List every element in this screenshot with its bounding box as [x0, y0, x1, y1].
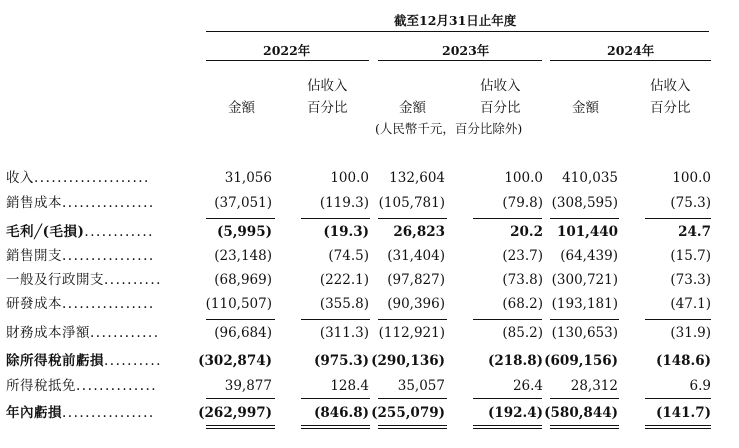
table-cell: (90,396): [387, 296, 445, 312]
table-cell: 410,035: [562, 170, 618, 186]
table-cell: 100.0: [672, 170, 711, 186]
table-cell: 39,877: [224, 378, 272, 394]
table-cell: (308,595): [551, 195, 618, 211]
pct-header-2024-line2: 百分比: [650, 100, 691, 116]
table-cell: (255,079): [371, 405, 445, 421]
table-cell: (85.2): [502, 325, 543, 341]
amount-header-2024: 金額: [572, 100, 599, 116]
pct-header-2022-line2: 百分比: [307, 100, 348, 116]
table-cell: (112,921): [378, 325, 445, 341]
row-label: [6, 296, 155, 312]
rule-2023-amt-3: [378, 398, 447, 399]
pct-header-2022-line1: 佔收入: [307, 78, 348, 94]
table-cell: (609,156): [544, 353, 618, 369]
table-cell: 35,057: [397, 378, 445, 394]
row-label-text: 年內虧損: [6, 405, 62, 421]
table-cell: (975.3): [313, 353, 369, 369]
row-label: [6, 353, 162, 369]
double-rule-2023-pct-b: [473, 428, 542, 429]
rule-2022-pct-2: [301, 319, 370, 320]
double-rule-2024-amt-b: [550, 428, 619, 429]
year-2024-header: 2024年: [607, 43, 655, 58]
row-label-text: 毛利╱(毛損): [6, 224, 85, 240]
double-rule-2023-amt-b: [378, 428, 447, 429]
rule-2022-amt-1: [206, 218, 275, 219]
table-cell: 26,823: [393, 224, 445, 240]
period-underline: [206, 31, 709, 32]
table-cell: 20.2: [510, 224, 543, 240]
row-leader-dots: ............: [90, 325, 160, 341]
row-leader-dots: ............: [84, 224, 154, 240]
table-cell: 28,312: [570, 378, 618, 394]
table-cell: (580,844): [544, 405, 618, 421]
pct-header-2024-line1: 佔收入: [650, 78, 691, 94]
table-cell: (105,781): [378, 195, 445, 211]
double-rule-2022-amt-b: [206, 428, 275, 429]
table-cell: 6.9: [689, 378, 711, 394]
table-cell: 101,440: [556, 224, 618, 240]
table-cell: (110,507): [205, 296, 272, 312]
table-cell: (300,721): [551, 272, 618, 288]
rule-2022-pct-1: [301, 218, 370, 219]
amount-header-2023: 金額: [399, 100, 426, 116]
double-rule-2022-pct-b: [301, 428, 370, 429]
row-leader-dots: ..........: [104, 272, 162, 288]
table-cell: (31,404): [387, 248, 445, 264]
period-title: 截至12月31日止年度: [394, 13, 517, 28]
table-cell: (97,827): [387, 272, 445, 288]
row-label-text: 財務成本淨額: [6, 325, 90, 341]
table-cell: (302,874): [198, 353, 272, 369]
table-cell: (47.1): [670, 296, 711, 312]
table-cell: (262,997): [198, 405, 272, 421]
row-label: [6, 248, 155, 264]
row-label-text: 研發成本: [6, 296, 62, 312]
table-cell: 100.0: [330, 170, 369, 186]
rule-2023-amt-2: [378, 319, 447, 320]
table-cell: (218.8): [487, 353, 543, 369]
row-label: [6, 272, 162, 288]
table-cell: (192.4): [487, 405, 543, 421]
table-cell: (15.7): [670, 248, 711, 264]
rule-2022-amt-2: [206, 319, 275, 320]
rule-2024-amt-3: [550, 398, 619, 399]
row-label-text: 一般及行政開支: [6, 272, 104, 288]
table-cell: (130,653): [551, 325, 618, 341]
row-label-text: 銷售成本: [6, 195, 62, 211]
row-leader-dots: ..............: [76, 378, 158, 394]
rule-2024-pct-1: [645, 218, 711, 219]
table-cell: (23,148): [214, 248, 272, 264]
year-2024-underline: [550, 60, 711, 61]
row-label: [6, 195, 155, 211]
table-cell: (79.8): [502, 195, 543, 211]
rule-2024-amt-1: [550, 218, 619, 219]
table-cell: (74.5): [328, 248, 369, 264]
table-cell: (19.3): [323, 224, 369, 240]
table-cell: (64,439): [560, 248, 618, 264]
table-cell: (96,684): [214, 325, 272, 341]
double-rule-2024-pct-a: [645, 425, 711, 426]
rule-2022-amt-3: [206, 398, 275, 399]
rule-2024-amt-2: [550, 319, 619, 320]
rule-2023-pct-1: [473, 218, 542, 219]
table-cell: (68,969): [214, 272, 272, 288]
table-cell: (73.3): [670, 272, 711, 288]
table-cell: (222.1): [319, 272, 369, 288]
pct-header-2023-line1: 佔收入: [480, 78, 521, 94]
year-2023-underline: [378, 60, 542, 61]
row-label-text: 除所得稅前虧損: [6, 353, 104, 369]
table-cell: (119.3): [319, 195, 369, 211]
table-cell: (193,181): [551, 296, 618, 312]
row-label: [6, 170, 150, 186]
rule-2024-pct-2: [645, 319, 711, 320]
table-cell: (290,136): [371, 353, 445, 369]
row-label: [6, 325, 160, 341]
table-cell: (5,995): [216, 224, 272, 240]
table-cell: (37,051): [214, 195, 272, 211]
rule-2023-pct-3: [473, 398, 542, 399]
row-leader-dots: ................: [62, 405, 155, 421]
double-rule-2022-pct-a: [301, 425, 370, 426]
table-cell: (68.2): [502, 296, 543, 312]
table-cell: (141.7): [655, 405, 711, 421]
rule-2022-pct-3: [301, 398, 370, 399]
year-2022-underline: [206, 60, 369, 61]
row-leader-dots: ....................: [34, 170, 150, 186]
year-2022-header: 2022年: [263, 43, 311, 58]
table-cell: 100.0: [504, 170, 543, 186]
row-leader-dots: ................: [62, 248, 155, 264]
row-leader-dots: ................: [62, 195, 155, 211]
table-cell: 128.4: [330, 378, 369, 394]
rule-2023-amt-1: [378, 218, 447, 219]
table-cell: 26.4: [512, 378, 543, 394]
double-rule-2023-pct-a: [473, 425, 542, 426]
table-cell: (31.9): [670, 325, 711, 341]
row-leader-dots: ..........: [104, 353, 162, 369]
amount-header-2022: 金額: [228, 100, 255, 116]
table-cell: (73.8): [502, 272, 543, 288]
unit-note: (人民幣千元，百分比除外): [375, 121, 523, 136]
table-cell: (148.6): [655, 353, 711, 369]
row-leader-dots: ................: [62, 296, 155, 312]
rule-2023-pct-2: [473, 319, 542, 320]
table-cell: 132,604: [389, 170, 445, 186]
pct-header-2023-line2: 百分比: [480, 100, 521, 116]
row-label-text: 所得稅抵免: [6, 378, 76, 394]
double-rule-2024-amt-a: [550, 425, 619, 426]
year-2023-header: 2023年: [442, 43, 490, 58]
row-label: [6, 378, 157, 394]
row-label: [6, 224, 154, 240]
row-label-text: 收入: [6, 170, 34, 186]
table-cell: (355.8): [319, 296, 369, 312]
rule-2024-pct-3: [645, 398, 711, 399]
row-label: [6, 405, 155, 421]
double-rule-2022-amt-a: [206, 425, 275, 426]
double-rule-2024-pct-b: [645, 428, 711, 429]
table-cell: 31,056: [224, 170, 272, 186]
table-cell: 24.7: [678, 224, 711, 240]
double-rule-2023-amt-a: [378, 425, 447, 426]
table-cell: (23.7): [502, 248, 543, 264]
table-cell: (311.3): [319, 325, 369, 341]
row-label-text: 銷售開支: [6, 248, 62, 264]
table-cell: (846.8): [313, 405, 369, 421]
table-cell: (75.3): [670, 195, 711, 211]
